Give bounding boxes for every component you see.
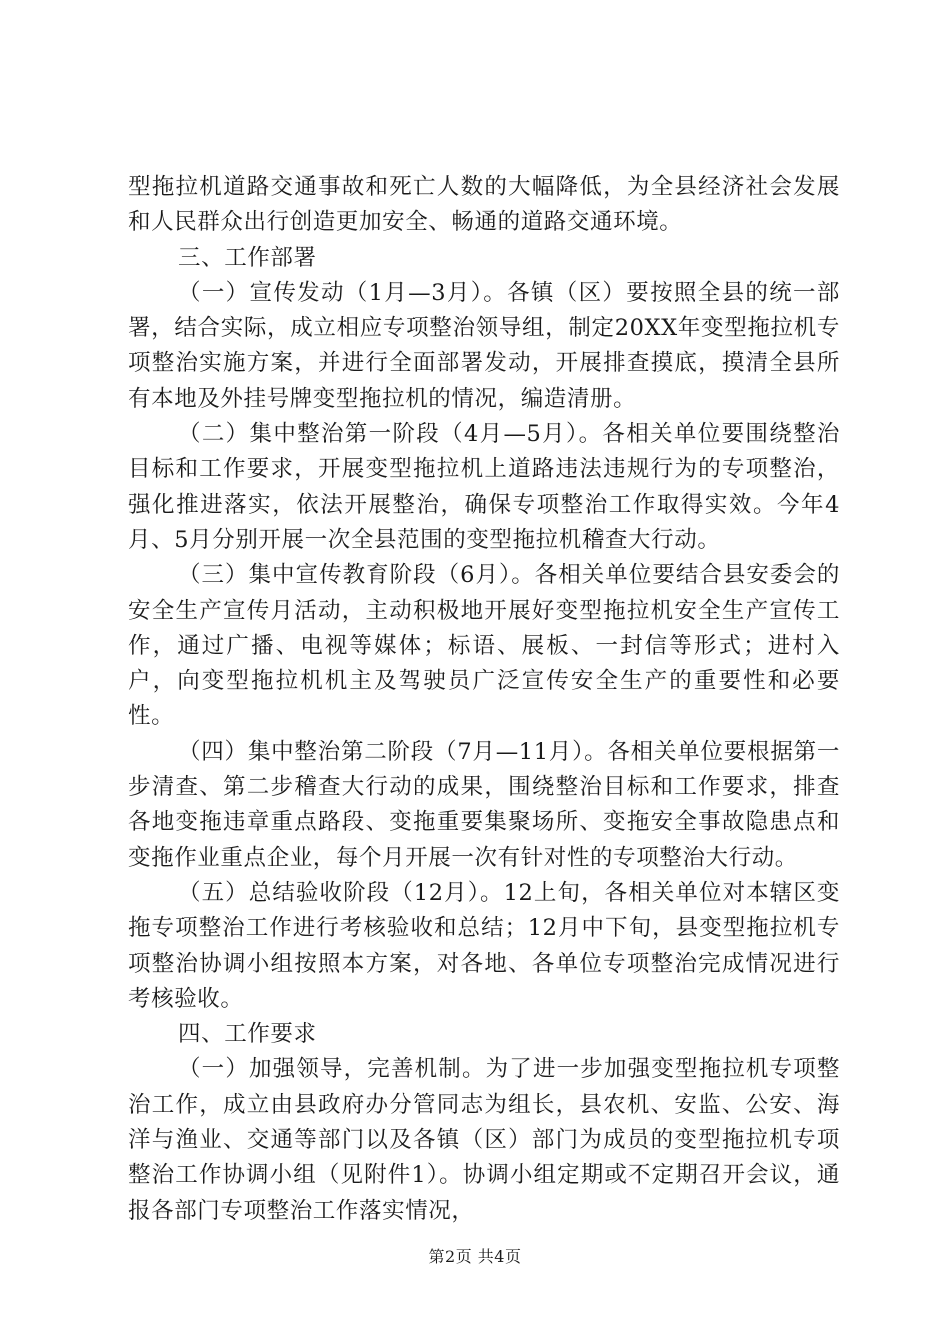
paragraph-continuation: 型拖拉机道路交通事故和死亡人数的大幅降低，为全县经济社会发展和人民群众出行创造更加安全、畅通的道路交通环境。 (128, 174, 840, 236)
paragraph-publicity-education-phase: （三）集中宣传教育阶段（6月）。各相关单位要结合县安委会的安全生产宣传月活动，主动积极地开展好变型拖拉机安全生产宣传工作，通过广播、电视等媒体；标语、展板、一封信等形式；进村入户，向变型拖拉机机主及驾驶员广泛宣传安全生产的重要性和必要性。 (128, 562, 840, 730)
paragraph-rectification-phase-one: （二）集中整治第一阶段（4月—5月）。各相关单位要围绕整治目标和工作要求，开展变型拖拉机上道路违法违规行为的专项整治，强化推进落实，依法开展整治，确保专项整治工作取得实效。今年4月、5月分别开展一次全县范围的变型拖拉机稽查大行动。 (128, 421, 840, 553)
document-body (128, 170, 840, 1229)
section-heading-work-deployment: 三、工作部署 (178, 244, 317, 271)
section-heading-work-requirements: 四、工作要求 (178, 1021, 317, 1048)
paragraph-rectification-phase-two: （四）集中整治第二阶段（7月—11月）。各相关单位要根据第一步清查、第二步稽查大行动的成果，围绕整治目标和工作要求，排查各地变拖违章重点路段、变拖重要集聚场所、变拖安全事故隐患点和变拖作业重点企业，每个月开展一次有针对性的专项整治大行动。 (128, 738, 840, 871)
paragraph-summary-acceptance: （五）总结验收阶段（12月）。12上旬，各相关单位对本辖区变拖专项整治工作进行考核验收和总结；12月中下旬，县变型拖拉机专项整治协调小组按照本方案，对各地、各单位专项整治完成情况进行考核验收。 (128, 879, 840, 1012)
paragraph-strengthen-leadership: （一）加强领导，完善机制。为了进一步加强变型拖拉机专项整治工作，成立由县政府办分管同志为组长，县农机、安监、公安、海洋与渔业、交通等部门以及各镇（区）部门为成员的变型拖拉机专项整治工作协调小组（见附件1）。协调小组定期或不定期召开会议，通报各部门专项整治工作落实情况， (128, 1056, 840, 1224)
paragraph-publicity-mobilization: （一）宣传发动（1月—3月）。各镇（区）要按照全县的统一部署，结合实际，成立相应专项整治领导组，制定20XX年变型拖拉机专项整治实施方案，并进行全面部署发动，开展排查摸底，摸清全县所有本地及外挂号牌变型拖拉机的情况，编造清册。 (128, 279, 840, 412)
page-number-footer: 第2页 共4页 (428, 1247, 522, 1266)
